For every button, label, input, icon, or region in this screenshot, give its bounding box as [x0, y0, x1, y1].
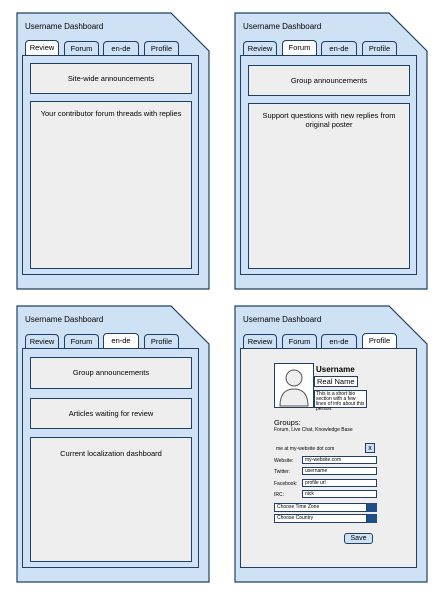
- tab-content: [22, 55, 199, 275]
- tab-review[interactable]: Review: [25, 334, 59, 348]
- remove-email-button[interactable]: x: [365, 443, 375, 453]
- tab-profile[interactable]: Profile: [144, 41, 179, 55]
- tab-review[interactable]: Review: [243, 334, 277, 348]
- tab-forum[interactable]: Forum: [282, 334, 317, 348]
- panel-review: [16, 12, 211, 291]
- tab-en-de[interactable]: en-de: [321, 334, 357, 348]
- bio-box[interactable]: This is a short bio section with a few lines of info about this person.: [314, 390, 367, 408]
- timezone-select-label: Choose Time Zone: [277, 504, 320, 510]
- tab-forum[interactable]: Forum: [282, 40, 317, 56]
- tab-content: [22, 348, 199, 568]
- page-title: Username Dashboard: [25, 315, 104, 324]
- tab-profile[interactable]: Profile: [362, 41, 397, 55]
- threads-box: Your contributor forum threads with replies: [30, 101, 192, 269]
- chevron-down-icon[interactable]: [367, 503, 377, 512]
- panel-en-de: [16, 305, 211, 584]
- tab-forum[interactable]: Forum: [64, 334, 99, 348]
- twitter-label: Twitter:: [274, 469, 291, 475]
- irc-label: IRC:: [274, 492, 284, 498]
- tab-content: [240, 55, 417, 275]
- twitter-field[interactable]: username: [302, 467, 377, 475]
- tab-profile[interactable]: Profile: [144, 334, 179, 348]
- groups-list: Forum, Live Chat, Knowledge Base: [274, 427, 353, 433]
- website-label: Website:: [274, 458, 294, 464]
- person-icon: [275, 364, 313, 407]
- groups-title: Groups:: [274, 418, 301, 427]
- tab-profile[interactable]: Profile: [362, 333, 397, 349]
- tab-review[interactable]: Review: [243, 41, 277, 55]
- website-field[interactable]: my-website.com: [302, 456, 377, 464]
- page-title: Username Dashboard: [243, 22, 322, 31]
- group-announcements-box: Group announcements: [248, 65, 410, 96]
- tab-review[interactable]: Review: [25, 40, 59, 56]
- username: Username: [316, 365, 355, 374]
- country-select[interactable]: [274, 514, 367, 523]
- support-questions-box: Support questions with new replies from original poster: [248, 103, 410, 269]
- timezone-select[interactable]: [274, 503, 367, 512]
- save-button[interactable]: Save: [344, 533, 373, 544]
- country-select-label: Choose Country: [277, 515, 314, 521]
- panel-forum: [234, 12, 429, 291]
- articles-review-box: Articles waiting for review: [30, 398, 192, 429]
- avatar: [274, 363, 314, 408]
- group-announcements-box: Group announcements: [30, 357, 192, 389]
- page-title: Username Dashboard: [243, 315, 322, 324]
- chevron-down-icon[interactable]: [367, 514, 377, 523]
- panel-profile: [234, 305, 429, 584]
- tab-forum[interactable]: Forum: [64, 41, 99, 55]
- localization-dashboard-box: Current localization dashboard: [30, 437, 192, 562]
- facebook-field[interactable]: profile url: [302, 479, 377, 487]
- announcements-box: Site-wide announcements: [30, 63, 192, 94]
- tab-en-de[interactable]: en-de: [321, 41, 357, 55]
- tab-en-de[interactable]: en-de: [103, 41, 139, 55]
- page-title: Username Dashboard: [25, 22, 104, 31]
- tab-en-de[interactable]: en-de: [103, 333, 139, 349]
- facebook-label: Facebook:: [274, 481, 298, 487]
- email-text: me at my-website dot com: [276, 446, 335, 452]
- real-name-field[interactable]: Real Name: [314, 376, 358, 387]
- irc-field[interactable]: nick: [302, 490, 377, 498]
